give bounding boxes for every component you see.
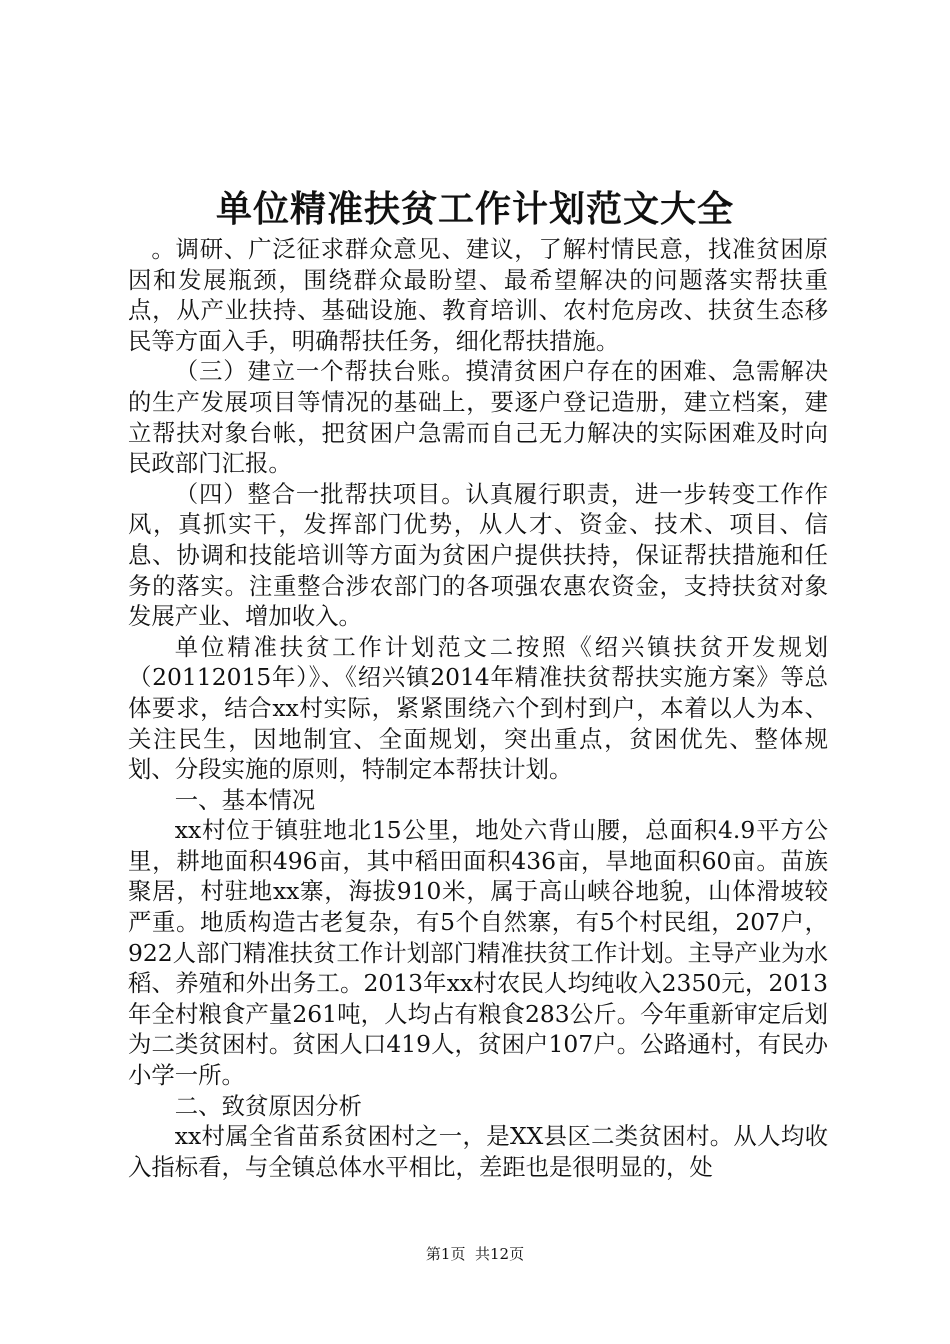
paragraph: （三）建立一个帮扶台账。摸清贫困户存在的困难、急需解决的生产发展项目等情况的基础上，要逐户登记造册，建立档案，建立帮扶对象台帐，把贫困户急需而自己无力解决的实际困难及时向民政部门汇报。 [128, 357, 828, 478]
document-title: 单位精准扶贫工作计划范文大全 [215, 188, 734, 230]
section-heading: 一、基本情况 [174, 785, 316, 814]
paragraph: 单位精准扶贫工作计划范文二按照《绍兴镇扶贫开发规划（20112015年）》、《绍兴镇2014年精准扶贫帮扶实施方案》等总体要求，结合xx村实际，紧紧围绕六个到村到户，本着以人为本、关注民生，因地制宜、全面规划，突出重点，贫困优先、整体规划、分段实施的原则，特制定本帮扶计划。 [128, 632, 828, 784]
paragraph: xx村位于镇驻地北15公里，地处六背山腰，总面积4.9平方公里，耕地面积496亩，其中稻田面积436亩，旱地面积60亩。苗族聚居，村驻地xx寨，海拔910米，属于高山峡谷地貌，山体滑坡较严重。地质构造古老复杂，有5个自然寨，有5个村民组，207户，922人部门精准扶贫工作计划部门精准扶贫工作计划。主导产业为水稻、养殖和外出务工。2013年xx村农民人均纯收入2350元，2013年全村粮食产量261吨，人均占有粮食283公斤。今年重新审定后划为二类贫困村。贫困人口419人，贫困户107户。公路通村，有民办小学一所。 [128, 816, 828, 1090]
page-footer [0, 1244, 950, 1264]
paragraph: 。调研、广泛征求群众意见、建议，了解村情民意，找准贫困原因和发展瓶颈，围绕群众最盼望、最希望解决的问题落实帮扶重点，从产业扶持、基础设施、教育培训、农村危房改、扶贫生态移民等方面入手，明确帮扶任务，细化帮扶措施。 [128, 235, 828, 355]
document-body [128, 234, 828, 1182]
paragraph: xx村属全省苗系贫困村之一，是XX县区二类贫困村。从人均收入指标看，与全镇总体水平相比，差距也是很明显的，处 [128, 1122, 828, 1181]
page-number: 第1页 共12页 [425, 1245, 525, 1263]
section-heading: 二、致贫原因分析 [174, 1091, 362, 1120]
paragraph: （四）整合一批帮扶项目。认真履行职责，进一步转变工作作风，真抓实干，发挥部门优势，从人才、资金、技术、项目、信息、协调和技能培训等方面为贫困户提供扶持，保证帮扶措施和任务的落实。注重整合涉农部门的各项强农惠农资金，支持扶贫对象发展产业、增加收入。 [128, 479, 828, 631]
